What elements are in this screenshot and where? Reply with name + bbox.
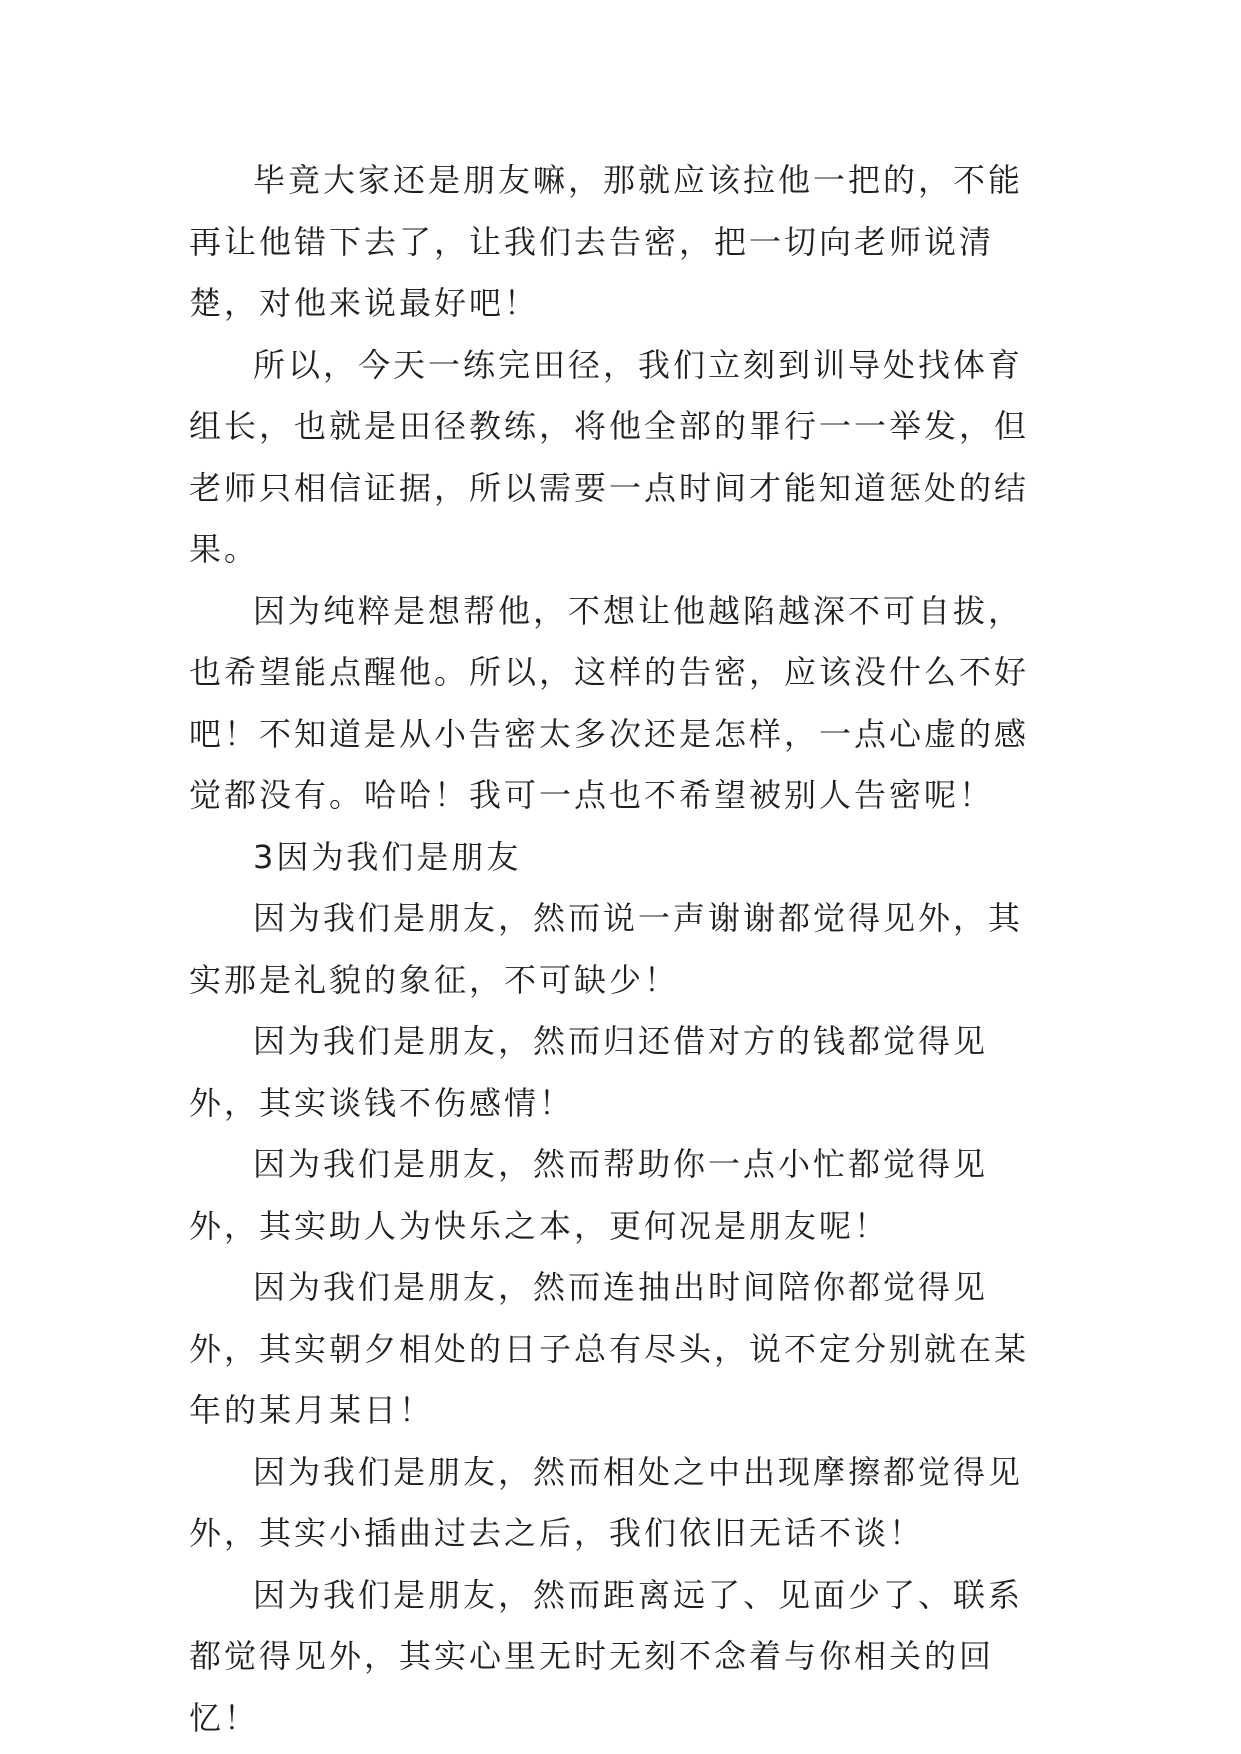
paragraph-2: 所以，今天一练完田径，我们立刻到训导处找体育组长，也就是田径教练，将他全部的罪行一一举发，但老师只相信证据，所以需要一点时间才能知道惩处的结果。	[189, 345, 1030, 568]
paragraph-5: 因为我们是朋友，然而归还借对方的钱都觉得见外，其实谈钱不伤感情！	[189, 1022, 989, 1122]
paragraph-9: 因为我们是朋友，然而距离远了、见面少了、联系都觉得见外，其实心里无时无刻不念着与你相关的回忆！	[189, 1575, 1024, 1737]
paragraph-6: 因为我们是朋友，然而帮助你一点小忙都觉得见外，其实助人为快乐之本，更何况是朋友呢！	[189, 1145, 989, 1245]
paragraph-4: 因为我们是朋友，然而说一声谢谢都觉得见外，其实那是礼貌的象征，不可缺少！	[189, 899, 1024, 999]
paragraph-8: 因为我们是朋友，然而相处之中出现摩擦都觉得见外，其实小插曲过去之后，我们依旧无话不谈！	[189, 1452, 1024, 1552]
paragraph-1: 毕竟大家还是朋友嘛，那就应该拉他一把的，不能再让他错下去了，让我们去告密，把一切向老师说清楚，对他来说最好吧！	[189, 161, 1024, 322]
paragraph-7: 因为我们是朋友，然而连抽出时间陪你都觉得见外，其实朝夕相处的日子总有尽头，说不定分别就在某年的某月某日！	[189, 1268, 1030, 1429]
section-heading: 3因为我们是朋友	[253, 837, 522, 876]
document-page	[189, 150, 1049, 1749]
paragraph-3: 因为纯粹是想帮他，不想让他越陷越深不可自拔，也希望能点醒他。所以，这样的告密，应该没什么不好吧！不知道是从小告密太多次还是怎样，一点心虚的感觉都没有。哈哈！我可一点也不希望被别人告密呢！	[189, 591, 1030, 814]
